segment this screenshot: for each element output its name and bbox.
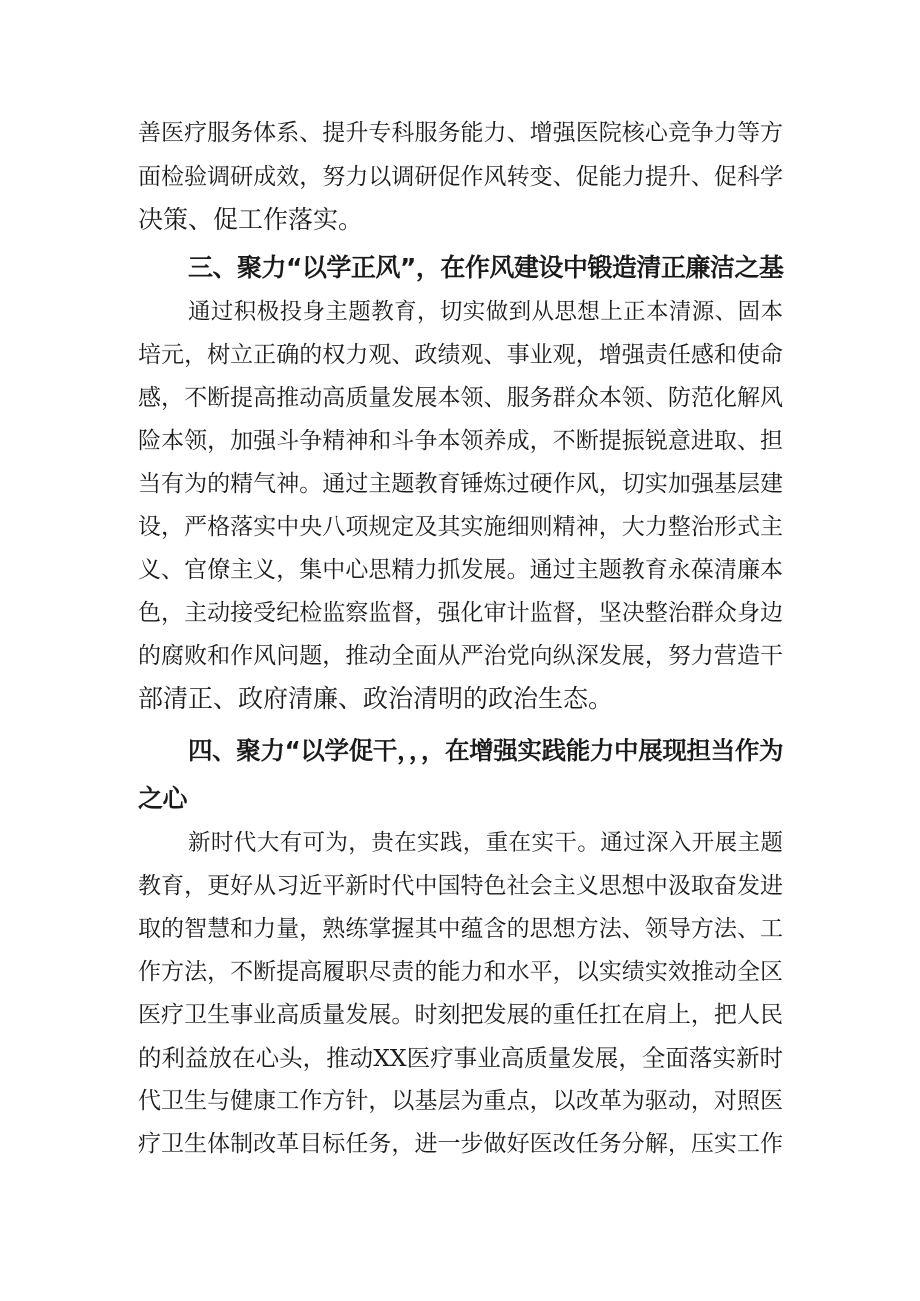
paragraph-line: 取的智慧和力量，熟练掌握其中蕴含的思想方法、领导方法、工 [138, 916, 783, 942]
paragraph-line: 部清正、政府清廉、政治清明的政治生态。 [138, 684, 614, 713]
paragraph-line: 感，不断提高推动高质量发展本领、服务群众本领、防范化解风 [138, 385, 783, 411]
paragraph-line: 培元，树立正确的权力观、政绩观、事业观，增强责任感和使命 [138, 342, 783, 368]
section-heading-3: 三、聚力“以学正风”，在作风建设中锻造清正廉洁之基 [188, 253, 784, 282]
paragraph-line: 当有为的精气神。通过主题教育锤炼过硬作风，切实加强基层建 [138, 471, 783, 497]
paragraph-line: 教育，更好从习近平新时代中国特色社会主义思想中汲取奋发进 [138, 873, 783, 899]
paragraph-line: 设，严格落实中央八项规定及其实施细则精神，大力整治形式主 [138, 514, 783, 540]
paragraph-line: 医疗卫生事业高质量发展。时刻把发展的重任扛在肩上，把人民 [138, 1002, 783, 1028]
paragraph-line: 新时代大有可为，贵在实践，重在实干。通过深入开展主题 [188, 830, 783, 856]
paragraph-line: 面检验调研成效，努力以调研促作风转变、促能力提升、促科学 [138, 164, 783, 190]
paragraph-line: 的利益放在心头，推动XX医疗事业高质量发展，全面落实新时 [138, 1044, 783, 1072]
paragraph-line: 疗卫生体制改革目标任务，进一步做好医改任务分解，压实工作 [138, 1131, 783, 1157]
paragraph-line: 通过积极投身主题教育，切实做到从思想上正本清源、固本 [188, 299, 783, 325]
paragraph-line: 义、官僚主义，集中心思精力抓发展。通过主题教育永葆清廉本 [138, 557, 783, 583]
paragraph-line: 的腐败和作风问题，推动全面从严治党向纵深发展，努力营造干 [138, 643, 783, 669]
paragraph-line: 险本领，加强斗争精神和斗争本领养成，不断提振锐意进取、担 [138, 428, 783, 454]
paragraph-line: 善医疗服务体系、提升专科服务能力、增强医院核心竞争力等方 [138, 120, 783, 146]
paragraph-line: 色，主动接受纪检监察监督，强化审计监督，坚决整治群众身边 [138, 600, 783, 626]
section-heading-4: 四、聚力“以学促干，，，在增强实践能力中展现担当作为 [188, 736, 783, 765]
paragraph-line: 决策、促工作落实。 [138, 205, 364, 234]
section-heading-4-continuation: 之心 [138, 784, 188, 813]
paragraph-line: 代卫生与健康工作方针，以基层为重点，以改革为驱动，对照医 [138, 1088, 783, 1114]
paragraph-line: 作方法，不断提高履职尽责的能力和水平，以实绩实效推动全区 [138, 959, 783, 985]
